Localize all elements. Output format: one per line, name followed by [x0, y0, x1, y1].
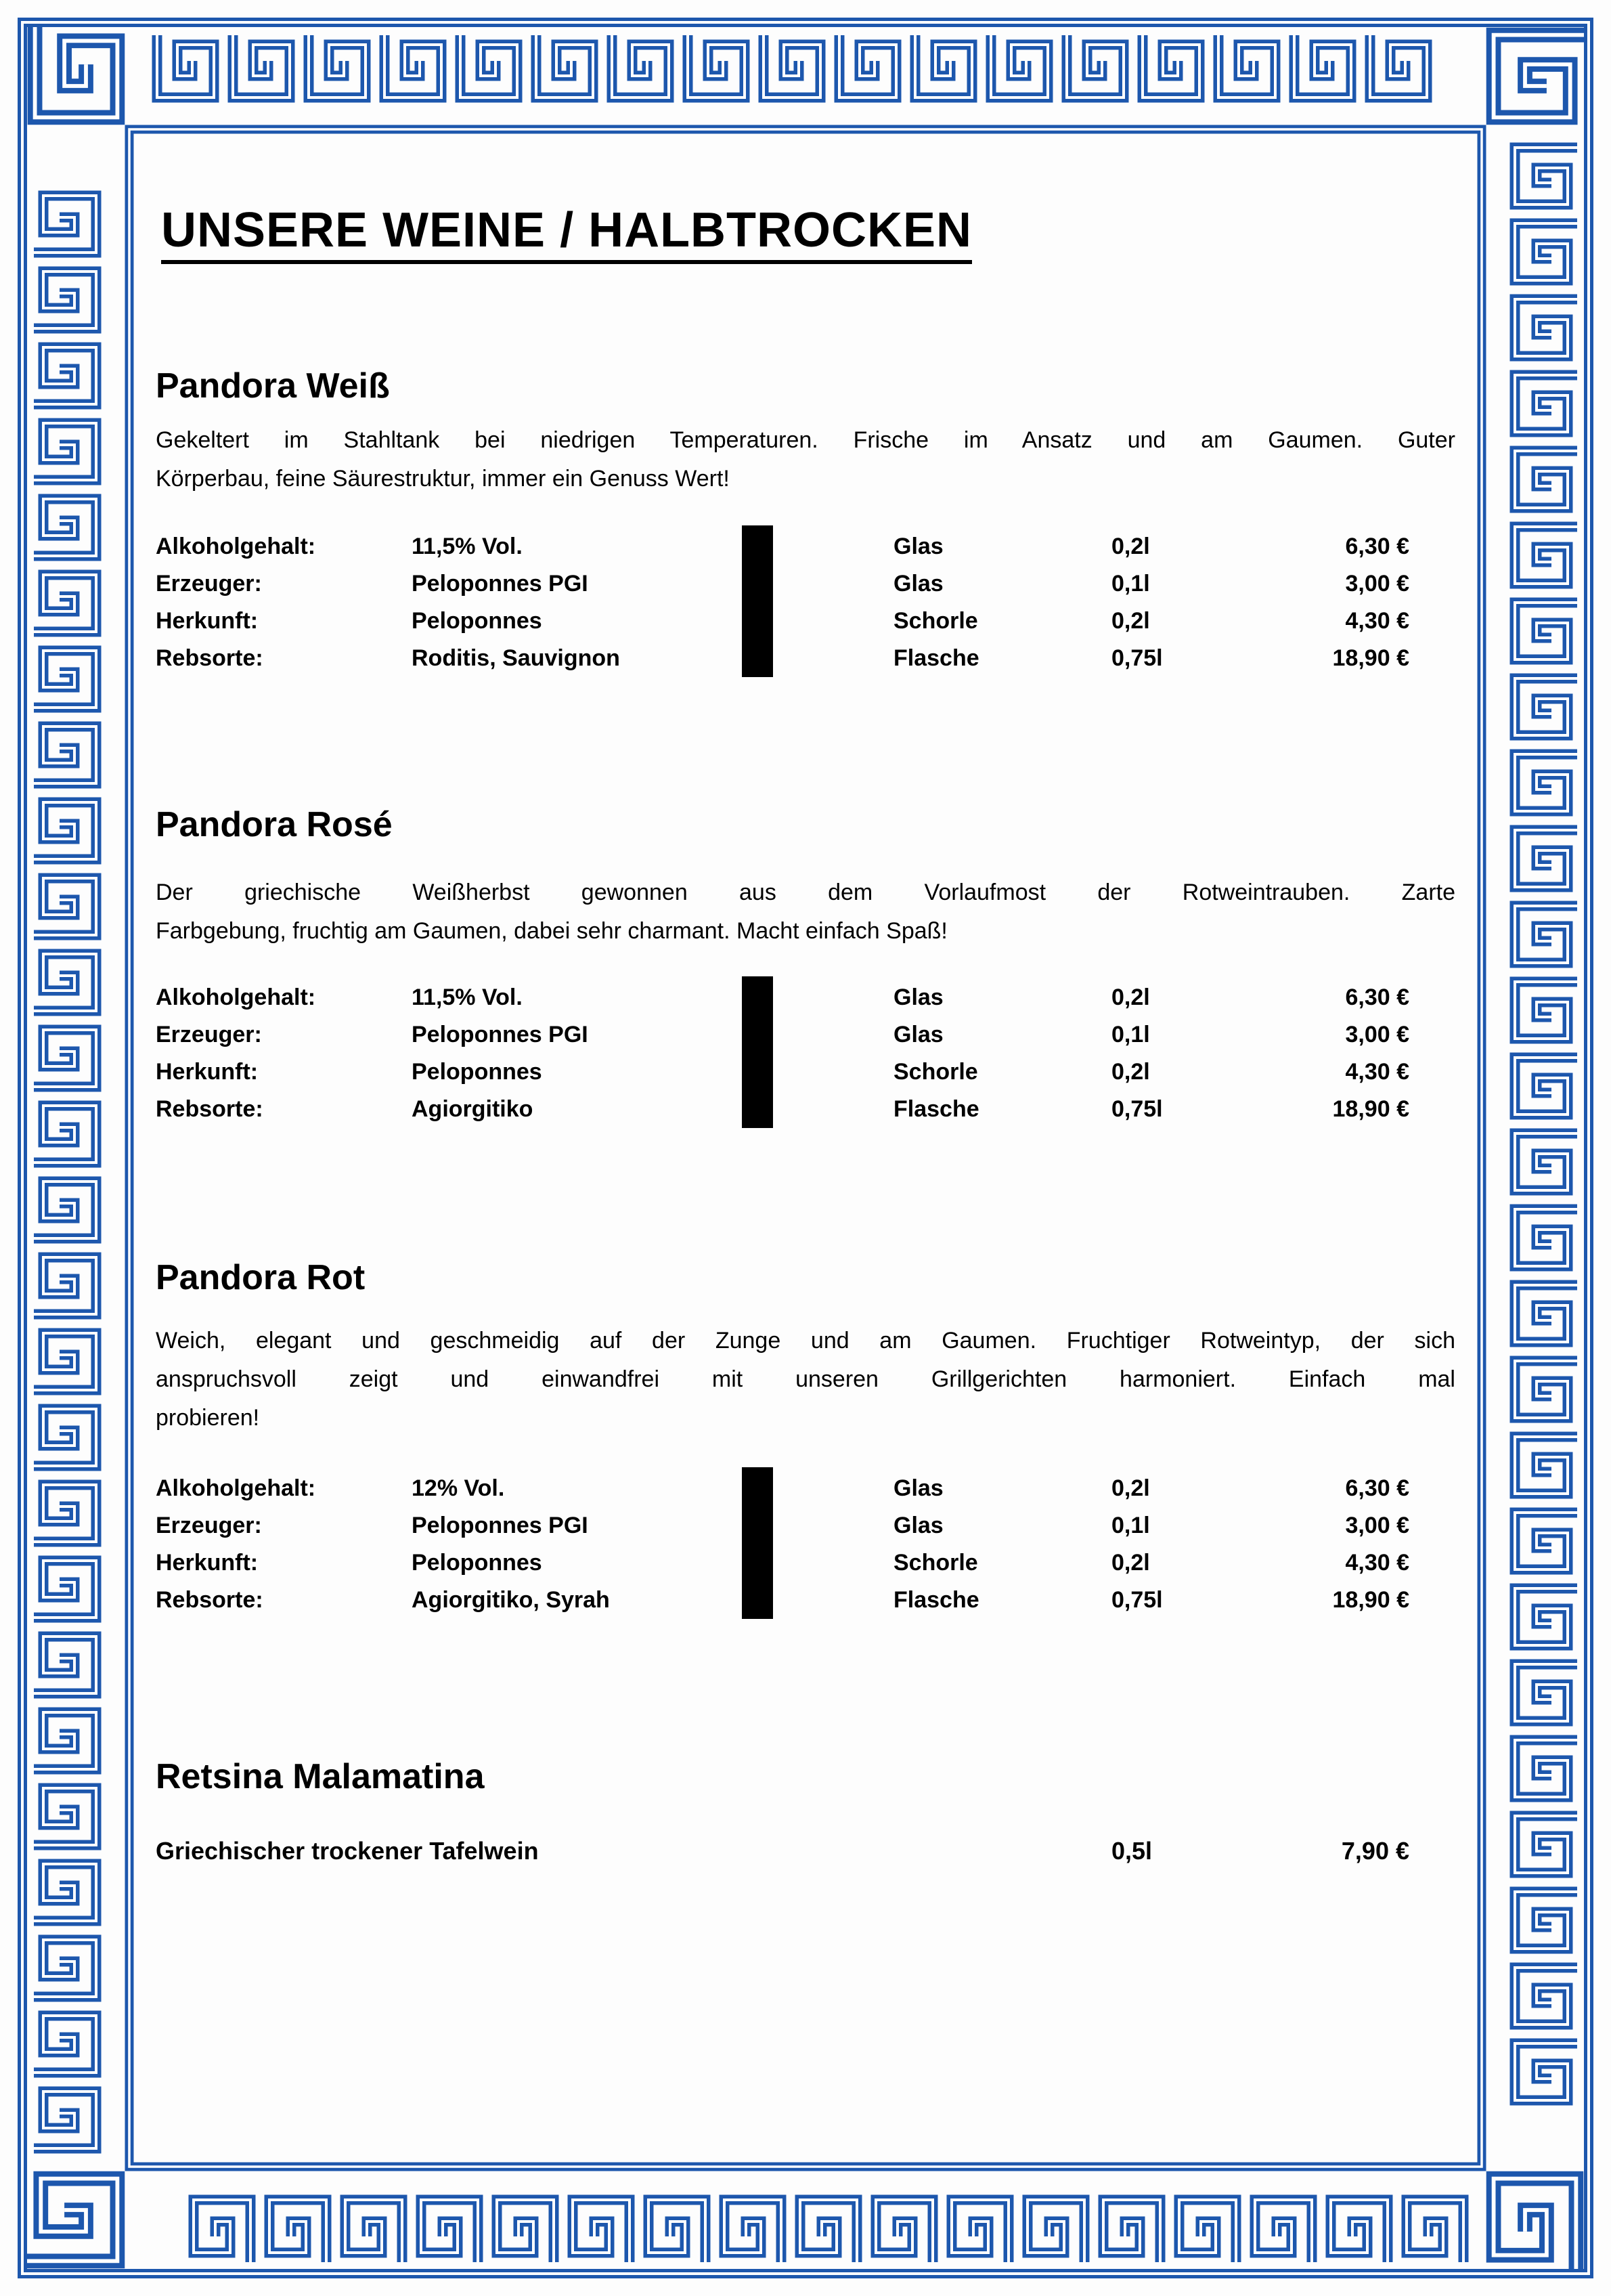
serving-label: Glas — [893, 1022, 944, 1047]
volume-value: 0,2l — [1111, 1550, 1150, 1576]
detail-row — [156, 979, 738, 1016]
section-heading-pandora-weiss: Pandora Weiß — [156, 366, 390, 406]
serving-label: Glas — [893, 534, 944, 559]
detail-value: 12% Vol. — [412, 1475, 505, 1501]
serving-label: Flasche — [893, 645, 979, 671]
section-description-pandora-weiss — [156, 421, 1455, 498]
detail-row — [156, 1470, 738, 1507]
price-row — [893, 1054, 1409, 1091]
price-row — [893, 1582, 1409, 1619]
description-line: anspruchsvoll zeigt und einwandfrei mit unseren Grillgerichten harmoniert. Einfach mal — [156, 1366, 1455, 1392]
section-divider-bar — [742, 976, 773, 1128]
serving-label: Flasche — [893, 1587, 979, 1613]
price-row — [893, 1470, 1409, 1507]
detail-row — [156, 1016, 738, 1054]
description-line: Weich, elegant und geschmeidig auf der Zunge und am Gaumen. Fruchtiger Rotweintyp, der sich — [156, 1328, 1455, 1353]
price-row — [893, 1507, 1409, 1544]
detail-value: Peloponnes PGI — [412, 571, 588, 597]
price-value: 3,00 € — [1345, 1022, 1409, 1047]
detail-label: Erzeuger: — [156, 571, 262, 597]
price-value: 4,30 € — [1345, 1059, 1409, 1085]
price-value: 4,30 € — [1345, 608, 1409, 634]
description-line: Farbgebung, fruchtig am Gaumen, dabei sehr charmant. Macht einfach Spaß! — [156, 918, 948, 944]
detail-label: Herkunft: — [156, 1059, 259, 1085]
detail-label: Alkoholgehalt: — [156, 1475, 316, 1501]
serving-label: Glas — [893, 1513, 944, 1538]
price-value: 6,30 € — [1345, 984, 1409, 1010]
wine-details-pandora-rot — [156, 1470, 738, 1619]
detail-row — [156, 565, 738, 603]
section-description-pandora-rose — [156, 873, 1455, 951]
section-heading-pandora-rose: Pandora Rosé — [156, 805, 393, 844]
serving-label: Schorle — [893, 1550, 978, 1576]
section-heading-retsina-malamatina: Retsina Malamatina — [156, 1757, 485, 1796]
description-line: Der griechische Weißherbst gewonnen aus dem Vorlaufmost der Rotweintrauben. Zarte — [156, 880, 1455, 905]
price-row — [893, 528, 1409, 565]
price-value: 18,90 € — [1332, 645, 1409, 671]
detail-value: Roditis, Sauvignon — [412, 645, 620, 671]
detail-label: Alkoholgehalt: — [156, 984, 316, 1010]
detail-value: Agiorgitiko — [412, 1096, 533, 1122]
volume-value: 0,1l — [1111, 1513, 1150, 1538]
volume-value: 0,1l — [1111, 571, 1150, 597]
description-line: Gekeltert im Stahltank bei niedrigen Temperaturen. Frische im Ansatz und am Gaumen. Guter — [156, 427, 1455, 453]
section-description-pandora-rot — [156, 1322, 1455, 1437]
detail-label: Rebsorte: — [156, 645, 263, 671]
volume-value: 0,75l — [1111, 645, 1163, 671]
serving-label: Flasche — [893, 1096, 979, 1122]
detail-value: Peloponnes PGI — [412, 1513, 588, 1538]
detail-label: Rebsorte: — [156, 1096, 263, 1122]
price-row — [893, 1544, 1409, 1582]
volume-value: 0,2l — [1111, 984, 1150, 1010]
item-label: Griechischer trockener Tafelwein — [156, 1837, 539, 1865]
price-row — [893, 1016, 1409, 1054]
serving-label: Glas — [893, 1475, 944, 1501]
detail-row — [156, 1507, 738, 1544]
detail-row — [156, 1544, 738, 1582]
serving-label: Schorle — [893, 1059, 978, 1085]
detail-label: Erzeuger: — [156, 1513, 262, 1538]
detail-row — [156, 1054, 738, 1091]
detail-label: Alkoholgehalt: — [156, 534, 316, 559]
wine-details-pandora-rose — [156, 979, 738, 1128]
price-value: 3,00 € — [1345, 1513, 1409, 1538]
page-title: UNSERE WEINE / HALBTROCKEN — [161, 205, 972, 264]
detail-row — [156, 528, 738, 565]
detail-value: Agiorgitiko, Syrah — [412, 1587, 610, 1613]
volume-value: 0,75l — [1111, 1587, 1163, 1613]
price-value: 4,30 € — [1345, 1550, 1409, 1576]
price-table-pandora-weiss — [893, 528, 1409, 677]
detail-label: Rebsorte: — [156, 1587, 263, 1613]
detail-label: Herkunft: — [156, 1550, 259, 1576]
price-row — [893, 640, 1409, 677]
section-divider-bar — [742, 525, 773, 677]
section-divider-bar — [742, 1467, 773, 1619]
description-line: probieren! — [156, 1405, 260, 1431]
serving-label: Schorle — [893, 608, 978, 634]
price-table-pandora-rose — [893, 979, 1409, 1128]
price-table-pandora-rot — [893, 1470, 1409, 1619]
detail-value: 11,5% Vol. — [412, 984, 523, 1010]
wine-details-pandora-weiss — [156, 528, 738, 677]
volume-value: 0,2l — [1111, 1475, 1150, 1501]
price-value: 7,90 € — [1341, 1837, 1409, 1865]
price-row — [893, 565, 1409, 603]
volume-value: 0,2l — [1111, 534, 1150, 559]
price-row — [893, 979, 1409, 1016]
detail-row — [156, 1582, 738, 1619]
detail-row — [156, 603, 738, 640]
price-value: 18,90 € — [1332, 1587, 1409, 1613]
detail-value: Peloponnes — [412, 1059, 542, 1085]
serving-label: Glas — [893, 984, 944, 1010]
volume-value: 0,1l — [1111, 1022, 1150, 1047]
detail-value: Peloponnes PGI — [412, 1022, 588, 1047]
volume-value: 0,75l — [1111, 1096, 1163, 1122]
volume-value: 0,2l — [1111, 1059, 1150, 1085]
price-value: 18,90 € — [1332, 1096, 1409, 1122]
section-heading-pandora-rot: Pandora Rot — [156, 1258, 366, 1297]
price-value: 6,30 € — [1345, 1475, 1409, 1501]
serving-label: Glas — [893, 571, 944, 597]
volume-value: 0,2l — [1111, 608, 1150, 634]
price-value: 6,30 € — [1345, 534, 1409, 559]
price-row — [893, 1091, 1409, 1128]
price-value: 3,00 € — [1345, 571, 1409, 597]
detail-label: Herkunft: — [156, 608, 259, 634]
volume-value: 0,5l — [1111, 1837, 1153, 1865]
detail-value: Peloponnes — [412, 608, 542, 634]
price-row — [893, 603, 1409, 640]
detail-value: Peloponnes — [412, 1550, 542, 1576]
detail-row — [156, 1091, 738, 1128]
detail-row — [156, 640, 738, 677]
detail-label: Erzeuger: — [156, 1022, 262, 1047]
description-line: Körperbau, feine Säurestruktur, immer ein Genuss Wert! — [156, 466, 730, 492]
detail-value: 11,5% Vol. — [412, 534, 523, 559]
